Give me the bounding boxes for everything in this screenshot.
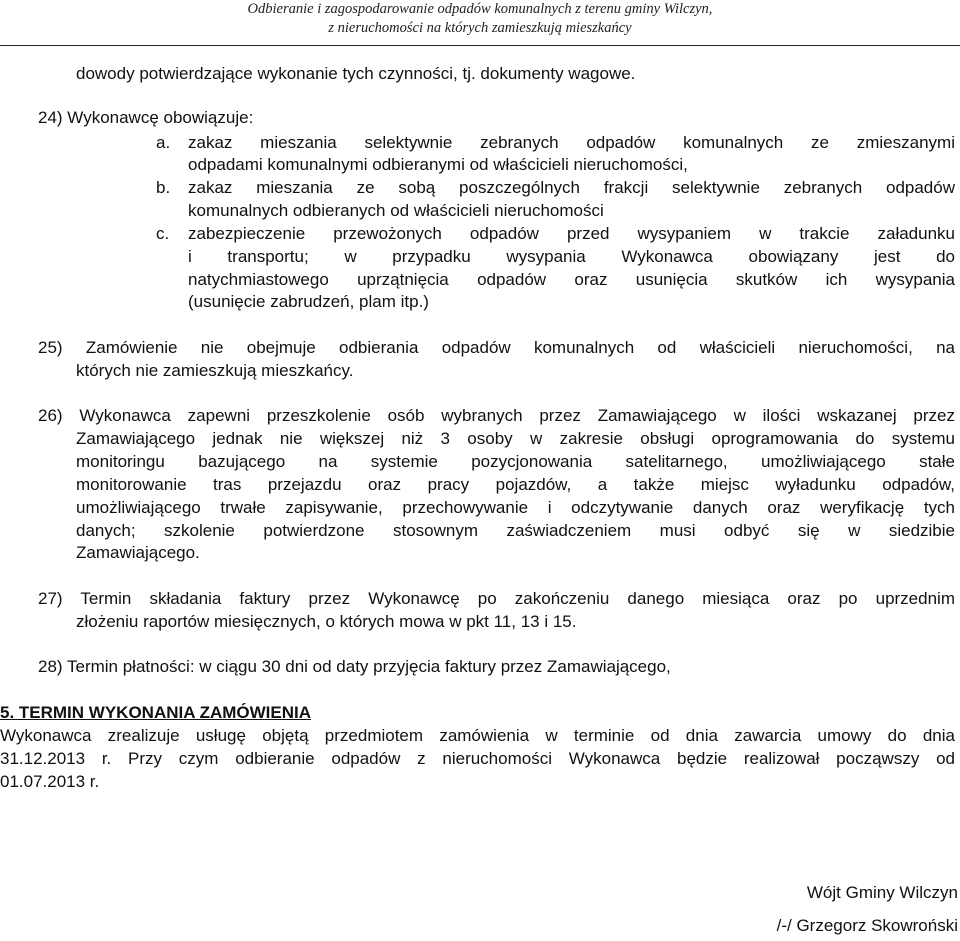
intro-line: dowody potwierdzające wykonanie tych czynności, tj. dokumenty wagowe. [76, 64, 636, 83]
item-25-line-1: 25) Zamówienie nie obejmuje odbierania odpadów komunalnych od właścicieli nieruchomości, na [38, 338, 955, 357]
header-line-1: Odbieranie i zagospodarowanie odpadów komunalnych z terenu gminy Wilczyn, [247, 1, 713, 17]
section-5-line-3: 01.07.2013 r. [0, 772, 100, 791]
item-26-line-3: monitoringu bazującego na systemie pozycjonowania satelitarnego, umożliwiającego stałe [76, 452, 955, 471]
item-28: 28) Termin płatności: w ciągu 30 dni od daty przyjęcia faktury przez Zamawiającego, [38, 657, 671, 676]
item-24-a-line-2: odpadami komunalnymi odbieranymi od właścicieli nieruchomości, [188, 155, 688, 174]
item-25-line-2: których nie zamieszkują mieszkańcy. [76, 361, 354, 380]
item-26-line-2: Zamawiającego jednak nie większej niż 3 osoby w zakresie obsługi oprogramowania do systemu [76, 429, 955, 448]
item-24-c-line-4: (usunięcie zabrudzeń, plam itp.) [188, 292, 429, 311]
item-24-heading: 24) Wykonawcę obowiązuje: [38, 108, 254, 127]
item-24-c-line-3: natychmiastowego uprzątnięcia odpadów oraz usunięcia skutków ich wysypania [188, 270, 955, 289]
item-24-c-marker: c. [156, 224, 170, 243]
item-27-line-1: 27) Termin składania faktury przez Wykonawcę po zakończeniu danego miesiąca oraz po uprzednim [38, 589, 955, 608]
item-24-b-marker: b. [156, 178, 171, 197]
item-24-b-line-2: komunalnych odbieranych od właścicieli nieruchomości [188, 201, 604, 220]
item-24-c-line-1: zabezpieczenie przewożonych odpadów przed wysypaniem w trakcie załadunku [188, 224, 955, 243]
section-5-title: 5. TERMIN WYKONANIA ZAMÓWIENIA [0, 703, 312, 722]
item-24-a-marker: a. [156, 133, 171, 152]
item-26-line-5: umożliwiającego trwałe zapisywanie, przechowywanie i odczytywanie danych oraz weryfikację tych [76, 498, 955, 517]
signature-name: /-/ Grzegorz Skowroński [776, 916, 958, 935]
item-26-line-6: danych; szkolenie potwierdzone stosownym zaświadczeniem musi odbyć się w siedzibie [76, 521, 955, 540]
item-24-c-line-2: i transportu; w przypadku wysypania Wykonawca obowiązany jest do [188, 247, 955, 266]
section-5-line-2: 31.12.2013 r. Przy czym odbieranie odpadów z nieruchomości Wykonawca będzie realizował począwszy od [0, 749, 955, 768]
item-27-line-2: złożeniu raportów miesięcznych, o których mowa w pkt 11, 13 i 15. [76, 612, 577, 631]
item-24-a-line-1: zakaz mieszania selektywnie zebranych odpadów komunalnych ze zmieszanymi [188, 133, 955, 152]
section-5-line-1: Wykonawca zrealizuje usługę objętą przedmiotem zamówienia w terminie od dnia zawarcia umowy do dnia [0, 726, 955, 745]
item-26-line-1: 26) Wykonawca zapewni przeszkolenie osób wybranych przez Zamawiającego w ilości wskazanej przez [38, 406, 955, 425]
signature-title: Wójt Gminy Wilczyn [806, 883, 958, 902]
item-26-line-4: monitorowanie tras przejazdu oraz pracy pojazdów, a także miejsc wyładunku odpadów, [76, 475, 955, 494]
header-line-2: z nieruchomości na których zamieszkują mieszkańcy [328, 20, 632, 36]
item-24-b-line-1: zakaz mieszania ze sobą poszczególnych frakcji selektywnie zebranych odpadów [188, 178, 955, 197]
item-26-line-7: Zamawiającego. [76, 543, 200, 562]
document-header [0, 0, 960, 46]
